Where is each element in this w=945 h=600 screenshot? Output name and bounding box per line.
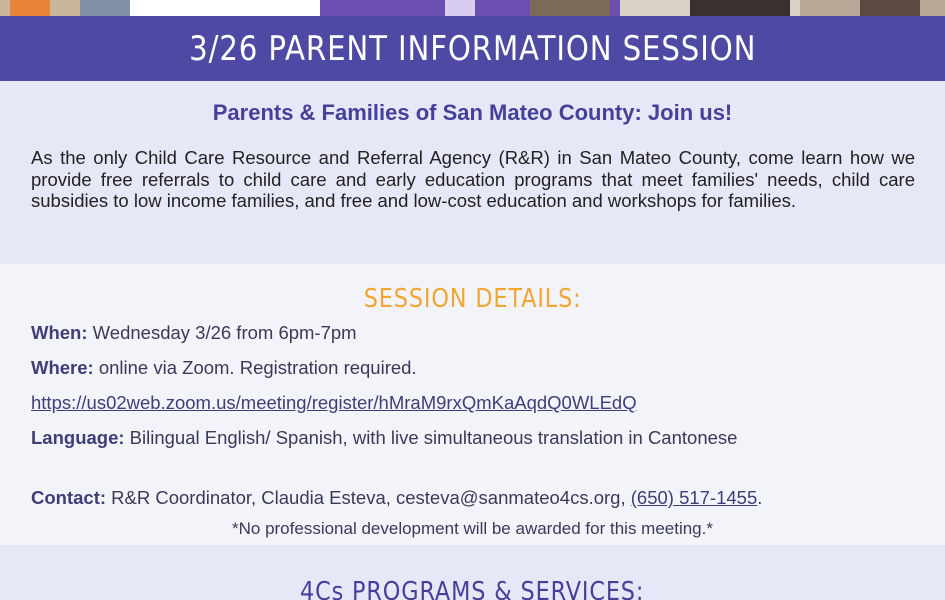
contact-value: R&R Coordinator, Claudia Esteva, cesteva@sanmateo4cs.org, bbox=[111, 487, 626, 508]
contact-row bbox=[31, 487, 762, 509]
programs-section bbox=[0, 545, 945, 600]
contact-label: Contact: bbox=[31, 487, 107, 508]
programs-title: 4Cs PROGRAMS & SERVICES: bbox=[300, 577, 645, 600]
registration-link-row bbox=[31, 392, 637, 414]
title-banner bbox=[0, 16, 945, 81]
language-row bbox=[31, 427, 737, 449]
when-value: Wednesday 3/26 from 6pm-7pm bbox=[92, 322, 357, 343]
registration-link[interactable]: https://us02web.zoom.us/meeting/register/hMraM9rxQmKaAqdQ0WLEdQ bbox=[31, 392, 637, 413]
where-label: Where: bbox=[31, 357, 94, 378]
session-details-section bbox=[0, 264, 945, 545]
intro-section bbox=[0, 81, 945, 264]
when-row bbox=[31, 322, 357, 344]
intro-subheading: Parents & Families of San Mateo County: Join us! bbox=[212, 100, 733, 125]
where-row bbox=[31, 357, 417, 379]
language-value: Bilingual English/ Spanish, with live simultaneous translation in Cantonese bbox=[129, 427, 738, 448]
session-details-title: SESSION DETAILS: bbox=[363, 284, 582, 314]
contact-phone-link[interactable]: (650) 517-1455 bbox=[630, 487, 758, 508]
where-value: online via Zoom. Registration required. bbox=[98, 357, 417, 378]
header-photo-strip bbox=[0, 0, 945, 16]
language-label: Language: bbox=[31, 427, 125, 448]
intro-body-text: As the only Child Care Resource and Referral Agency (R&R) in San Mateo County, come learn how we provide free referrals to child care and early education programs that meet families' needs, child care subsidies to low income families, and free and low-cost education and workshops for families. bbox=[31, 147, 915, 211]
professional-development-note: *No professional development will be awarded for this meeting.* bbox=[232, 519, 713, 538]
when-label: When: bbox=[31, 322, 88, 343]
contact-end: . bbox=[757, 487, 763, 508]
page-title: 3/26 PARENT INFORMATION SESSION bbox=[188, 28, 757, 69]
